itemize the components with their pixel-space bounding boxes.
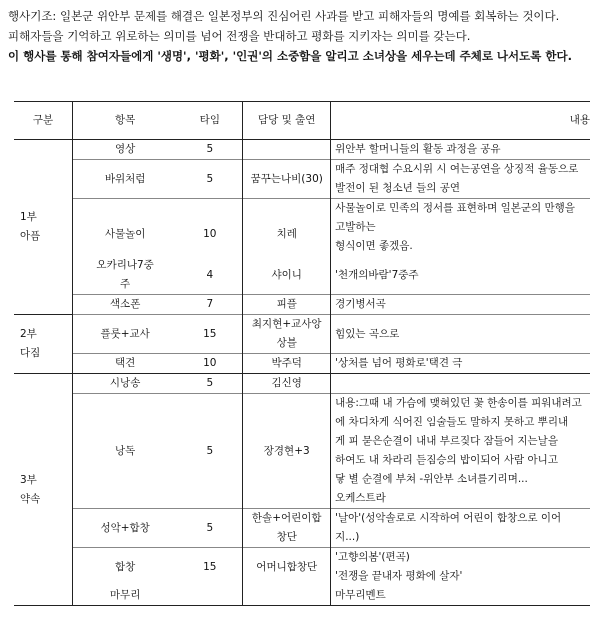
row-item: 바위처럼 bbox=[73, 160, 178, 199]
table-row bbox=[14, 548, 590, 587]
table-row bbox=[14, 295, 590, 315]
table-row bbox=[14, 374, 590, 394]
row-time: 7 bbox=[177, 295, 243, 315]
row-time: 4 bbox=[206, 268, 214, 281]
row-performer: 어머니합창단 bbox=[243, 548, 331, 587]
section-2: 2부 다짐 bbox=[14, 315, 73, 374]
intro-line-1: 행사기조: 일본군 위안부 문제를 해결은 일본정부의 진심어린 사과를 받고 피해자들의 명예를 회복하는 것이다. bbox=[8, 9, 560, 23]
row-item: 영상 bbox=[73, 140, 178, 160]
row-item: 사물놀이 bbox=[73, 199, 178, 257]
row-content: 위안부 할머니들의 활동 과정을 공유 bbox=[331, 140, 590, 160]
row-item: 색소폰 bbox=[73, 295, 178, 315]
row-item: 합창 bbox=[73, 548, 178, 587]
header-content: 내용 bbox=[331, 102, 590, 140]
row-performer bbox=[243, 140, 331, 160]
row-time bbox=[177, 586, 243, 606]
row-performer: 한솔+어린이합 창단 bbox=[243, 509, 331, 548]
table-row bbox=[14, 256, 590, 295]
row-item: 시낭송 bbox=[73, 374, 178, 394]
row-item: 플룻+교사 bbox=[73, 315, 178, 354]
table-row bbox=[14, 315, 590, 354]
row-item: 성악+합창 bbox=[73, 509, 178, 548]
table-row bbox=[14, 160, 590, 199]
row-content: 사물놀이로 민족의 정서를 표현하며 일본군의 만행을 고발하는 형식이면 좋겠음. bbox=[331, 199, 590, 257]
row-performer: 피플 bbox=[243, 295, 331, 315]
table-header-row bbox=[14, 102, 590, 140]
row-content: 매주 정대협 수요시위 시 여는공연을 상징적 율동으로 발전이 된 청소년 들의 공연 bbox=[331, 160, 590, 199]
row-performer: 치레 bbox=[243, 199, 331, 257]
row-content: '고향의봄'(편곡) '전쟁을 끝내자 평화에 살자' bbox=[331, 548, 590, 587]
row-content bbox=[331, 374, 590, 394]
table-row bbox=[14, 509, 590, 548]
table-row bbox=[14, 140, 590, 160]
row-item: 낭독 bbox=[73, 394, 178, 509]
row-time: 5 bbox=[177, 394, 243, 509]
row-performer bbox=[243, 586, 331, 606]
intro-line-2: 피해자들을 기억하고 위로하는 의미를 넘어 전쟁을 반대하고 평화를 지키자는 의미를 갖는다. bbox=[8, 29, 471, 43]
section-1: 1부 아픔 bbox=[14, 140, 73, 315]
row-time: 10 bbox=[177, 354, 243, 374]
row-item: 택견 bbox=[73, 354, 178, 374]
section-3: 3부 약속 bbox=[14, 374, 73, 606]
row-content: 내용:그때 내 가슴에 맺혀있던 꽃 한송이를 피워내려고 에 차디차게 식어진 임술들도 말하지 못하고 뿌리내 게 피 묻은순결이 내내 부르짖다 잠들어 지는날을 하여도 내 차라리 듣짐승의 밥이되어 사람 아니고 닿 별 순결에 부쳐 -위안부 소녀를기리며... 오케스트라 bbox=[331, 394, 590, 509]
row-content: '상처를 넘어 평화로'택견 극 bbox=[331, 354, 590, 374]
table-row bbox=[14, 199, 590, 257]
table-row bbox=[14, 394, 590, 509]
row-content: 경기병서곡 bbox=[331, 295, 590, 315]
row-time: 5 bbox=[177, 160, 243, 199]
intro-text bbox=[8, 6, 590, 66]
row-time: 5 bbox=[177, 509, 243, 548]
program-table bbox=[14, 101, 590, 606]
intro-line-3: 이 행사를 통해 참여자들에게 '생명', '평화', '인권'의 소중함을 알리고 소녀상을 세우는데 주체로 나서도록 한다. bbox=[8, 49, 572, 63]
row-time: 5 bbox=[206, 377, 214, 389]
row-performer: 장경현+3 bbox=[243, 394, 331, 509]
row-content: '날아'(성악솔로로 시작하여 어린이 합창으로 이어 지...) bbox=[331, 509, 590, 548]
row-content: 마무리멘트 bbox=[331, 586, 590, 606]
row-content: 힘있는 곡으로 bbox=[331, 315, 590, 354]
row-content: '천개의바람'7중주 bbox=[331, 256, 590, 295]
row-performer: 꿈꾸는나비(30) bbox=[243, 160, 331, 199]
header-item: 항목 bbox=[73, 102, 178, 140]
row-performer: 박주덕 bbox=[243, 354, 331, 374]
row-performer: 샤이니 bbox=[243, 256, 331, 295]
row-item: 오카리나7중 주 bbox=[73, 256, 178, 295]
row-performer: 김신영 bbox=[243, 374, 331, 394]
row-item: 마무리 bbox=[73, 586, 178, 606]
row-time: 5 bbox=[206, 143, 214, 155]
row-time: 10 bbox=[177, 199, 243, 257]
header-section: 구분 bbox=[14, 102, 73, 140]
table-row bbox=[14, 586, 590, 606]
row-time: 15 bbox=[177, 315, 243, 354]
row-performer: 최지현+교사앙 상블 bbox=[243, 315, 331, 354]
header-time: 타임 bbox=[177, 102, 243, 140]
table-row bbox=[14, 354, 590, 374]
row-time: 15 bbox=[177, 548, 243, 587]
header-performer: 담당 및 출연 bbox=[243, 102, 331, 140]
